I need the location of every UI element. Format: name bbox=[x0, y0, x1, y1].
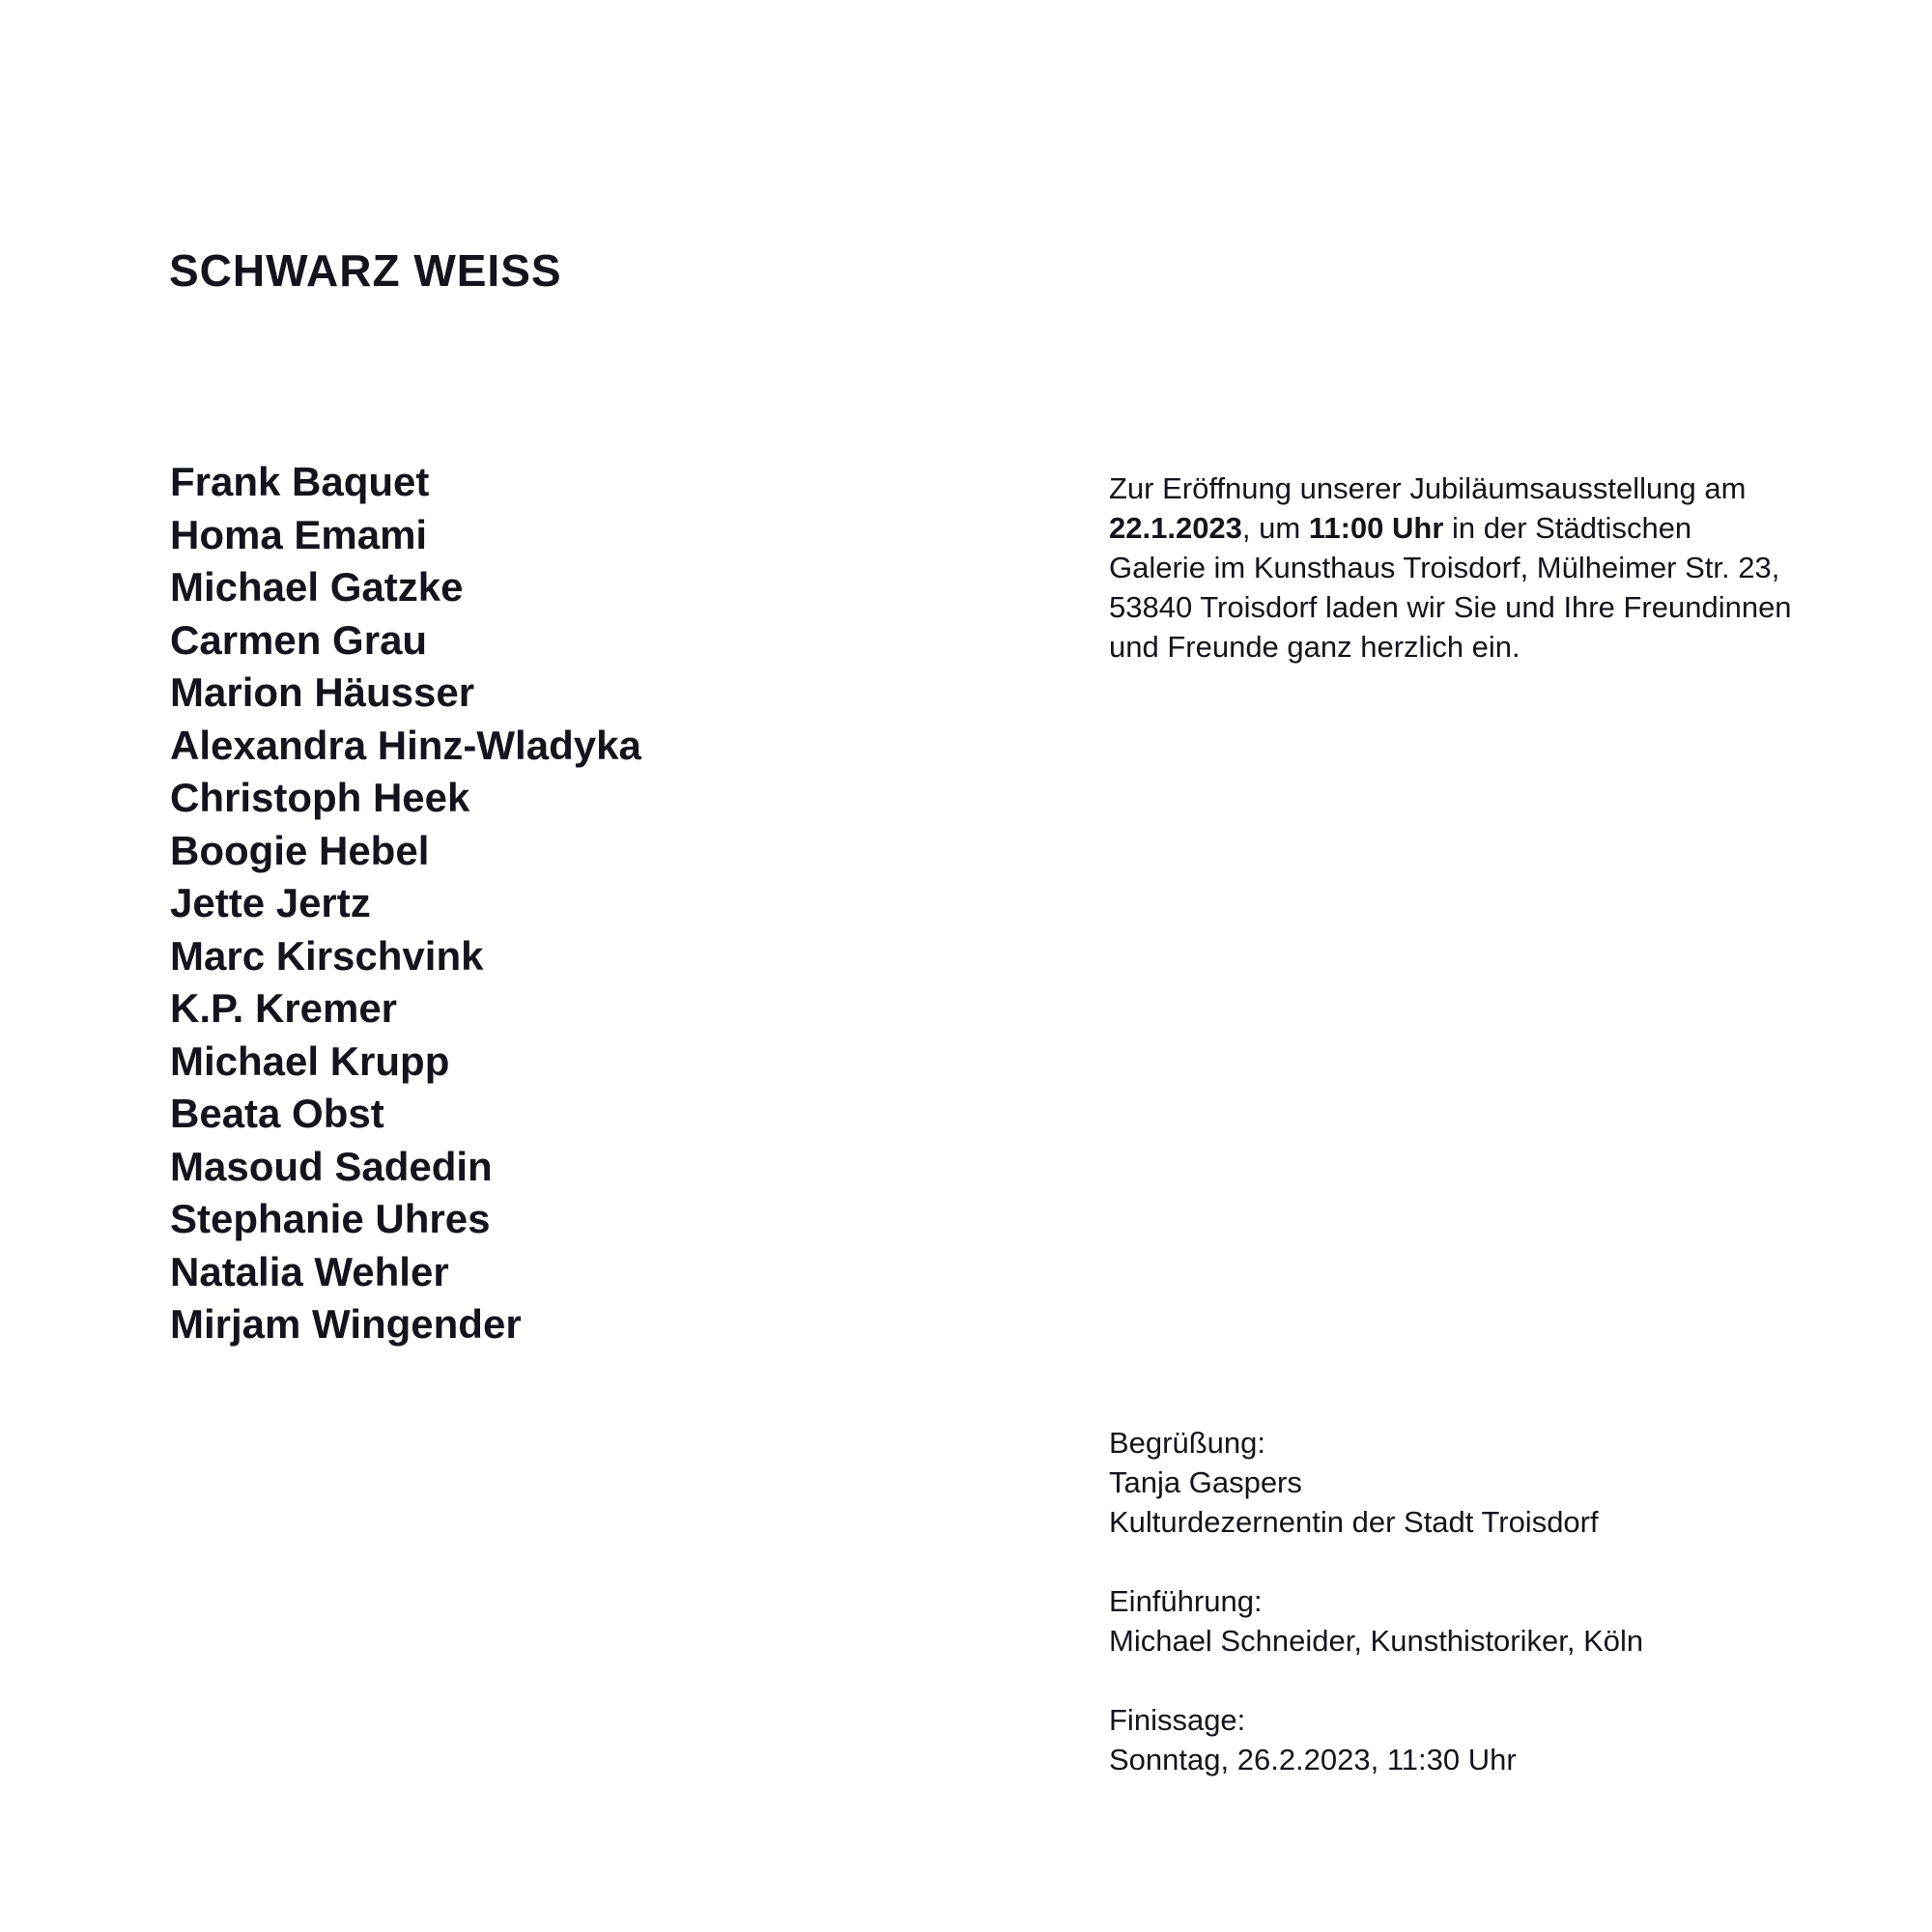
artist-name: K.P. Kremer bbox=[170, 985, 398, 1031]
artist-name: Christoph Heek bbox=[170, 775, 470, 820]
opening-date: 22.1.2023 bbox=[1109, 511, 1242, 545]
finissage-label: Finissage: bbox=[1109, 1703, 1246, 1737]
artist-name: Mirjam Wingender bbox=[170, 1301, 522, 1347]
invitation-line-rest: in der Städtischen bbox=[1443, 511, 1692, 545]
artist-name: Natalia Wehler bbox=[170, 1248, 449, 1294]
welcome-speaker-role: Kulturdezernentin der Stadt Troisdorf bbox=[1109, 1505, 1599, 1539]
artist-name: Jette Jertz bbox=[170, 880, 371, 925]
invitation-line: 53840 Troisdorf laden wir Sie und Ihre Freundinnen bbox=[1109, 590, 1792, 624]
invitation-line: Galerie im Kunsthaus Troisdorf, Mülheimer Str. 23, bbox=[1109, 551, 1780, 584]
invitation-line: und Freunde ganz herzlich ein. bbox=[1109, 630, 1520, 664]
artist-name: Boogie Hebel bbox=[170, 827, 430, 873]
welcome-label: Begrüßung: bbox=[1109, 1426, 1265, 1460]
artist-name: Marion Häusser bbox=[170, 669, 475, 715]
artist-name: Carmen Grau bbox=[170, 616, 428, 663]
artist-name: Masoud Sadedin bbox=[170, 1143, 493, 1189]
artist-name: Homa Emami bbox=[170, 511, 428, 557]
invitation-text bbox=[1109, 469, 1843, 667]
artist-name: Stephanie Uhres bbox=[170, 1196, 491, 1241]
introduction-label: Einführung: bbox=[1109, 1584, 1263, 1618]
exhibition-title: SCHWARZ WEISS bbox=[169, 245, 562, 296]
welcome-speaker-name: Tanja Gaspers bbox=[1109, 1465, 1302, 1499]
opening-time: 11:00 Uhr bbox=[1308, 511, 1444, 545]
finissage-block bbox=[1109, 1700, 1843, 1779]
introduction-block bbox=[1109, 1581, 1843, 1661]
welcome-block bbox=[1109, 1423, 1843, 1542]
finissage-date: Sonntag, 26.2.2023, 11:30 Uhr bbox=[1109, 1743, 1517, 1776]
introduction-speaker: Michael Schneider, Kunsthistoriker, Köln bbox=[1109, 1624, 1644, 1658]
artist-list bbox=[170, 456, 641, 1351]
artist-name: Frank Baquet bbox=[170, 459, 430, 504]
artist-name: Michael Gatzke bbox=[170, 564, 464, 610]
invitation-line: Zur Eröffnung unserer Jubiläumsausstellung am bbox=[1109, 471, 1747, 505]
artist-name: Marc Kirschvink bbox=[170, 932, 484, 979]
invitation-line bbox=[1109, 508, 1843, 548]
artist-name: Michael Krupp bbox=[170, 1037, 450, 1084]
artist-name: Alexandra Hinz-Wladyka bbox=[170, 722, 641, 768]
artist-name: Beata Obst bbox=[170, 1091, 384, 1136]
program-details bbox=[1109, 1423, 1843, 1779]
invitation-separator: , um bbox=[1241, 511, 1309, 545]
